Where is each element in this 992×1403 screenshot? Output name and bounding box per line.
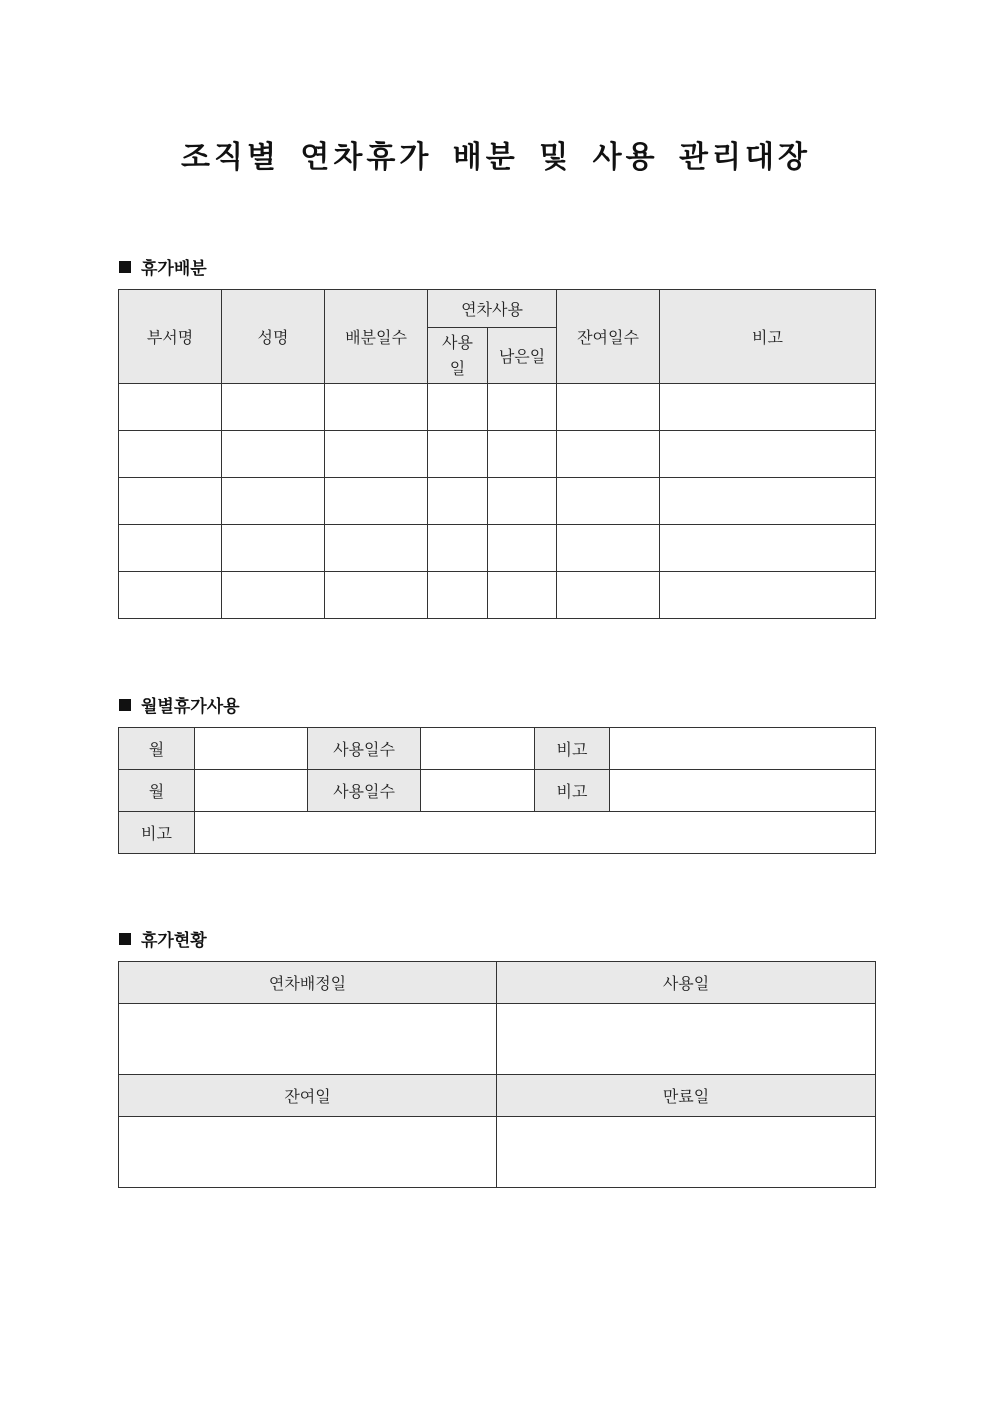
table-row — [119, 1004, 876, 1075]
cell-used-day[interactable] — [428, 525, 488, 572]
cell-dept[interactable] — [119, 384, 222, 431]
month-value-cell[interactable] — [195, 770, 308, 812]
month-label: 월 — [119, 770, 195, 812]
square-bullet-icon — [119, 261, 131, 273]
allocation-table — [118, 289, 876, 619]
section-heading-allocation — [119, 254, 207, 279]
section-heading-label: 휴가배분 — [141, 259, 207, 279]
table-row — [119, 1117, 876, 1188]
cell-dept[interactable] — [119, 572, 222, 619]
header-allocated-days: 배분일수 — [325, 290, 428, 384]
cell-used-day[interactable] — [428, 572, 488, 619]
use-date-cell[interactable] — [497, 1004, 876, 1075]
cell-allocated[interactable] — [325, 478, 428, 525]
cell-name[interactable] — [222, 478, 325, 525]
cell-name[interactable] — [222, 384, 325, 431]
section-heading-status — [119, 926, 207, 951]
cell-name[interactable] — [222, 525, 325, 572]
cell-remaining-days[interactable] — [557, 384, 660, 431]
used-days-value-cell[interactable] — [421, 770, 535, 812]
note-value-cell[interactable] — [610, 770, 876, 812]
used-days-label: 사용일수 — [308, 728, 421, 770]
header-note: 비고 — [660, 290, 876, 384]
used-days-value-cell[interactable] — [421, 728, 535, 770]
table-row — [119, 384, 876, 431]
assigned-date-label: 연차배정일 — [119, 962, 497, 1004]
header-used-day — [428, 328, 488, 384]
expiry-date-cell[interactable] — [497, 1117, 876, 1188]
cell-used-day[interactable] — [428, 384, 488, 431]
header-dept: 부서명 — [119, 290, 222, 384]
square-bullet-icon — [119, 699, 131, 711]
month-value-cell[interactable] — [195, 728, 308, 770]
overall-note-label: 비고 — [119, 812, 195, 854]
cell-remaining-day[interactable] — [488, 572, 557, 619]
cell-remaining-day[interactable] — [488, 431, 557, 478]
table-row — [119, 728, 876, 770]
assigned-date-cell[interactable] — [119, 1004, 497, 1075]
month-label: 월 — [119, 728, 195, 770]
cell-dept[interactable] — [119, 431, 222, 478]
header-remaining-days: 잔여일수 — [557, 290, 660, 384]
square-bullet-icon — [119, 933, 131, 945]
use-date-label: 사용일 — [497, 962, 876, 1004]
cell-note[interactable] — [660, 384, 876, 431]
table-row — [119, 962, 876, 1004]
status-table — [118, 961, 876, 1188]
used-days-label: 사용일수 — [308, 770, 421, 812]
cell-remaining-days[interactable] — [557, 572, 660, 619]
expiry-date-label: 만료일 — [497, 1075, 876, 1117]
cell-remaining-days[interactable] — [557, 478, 660, 525]
header-name: 성명 — [222, 290, 325, 384]
section-heading-label: 월별휴가사용 — [141, 697, 240, 717]
header-used-day-line2: 일 — [449, 358, 466, 378]
overall-note-cell[interactable] — [195, 812, 876, 854]
cell-note[interactable] — [660, 431, 876, 478]
cell-name[interactable] — [222, 572, 325, 619]
header-annual-use: 연차사용 — [428, 290, 557, 328]
section-heading-monthly — [119, 692, 240, 717]
table-row — [119, 812, 876, 854]
cell-used-day[interactable] — [428, 478, 488, 525]
note-label: 비고 — [535, 770, 610, 812]
table-row — [119, 1075, 876, 1117]
cell-remaining-days[interactable] — [557, 431, 660, 478]
cell-remaining-day[interactable] — [488, 525, 557, 572]
cell-allocated[interactable] — [325, 572, 428, 619]
remaining-label: 잔여일 — [119, 1075, 497, 1117]
header-remaining-day: 남은일 — [488, 328, 557, 384]
cell-remaining-day[interactable] — [488, 384, 557, 431]
section-heading-label: 휴가현황 — [141, 931, 207, 951]
cell-note[interactable] — [660, 478, 876, 525]
table-row — [119, 431, 876, 478]
cell-used-day[interactable] — [428, 431, 488, 478]
cell-note[interactable] — [660, 572, 876, 619]
cell-allocated[interactable] — [325, 525, 428, 572]
page-title: 조직별 연차휴가 배분 및 사용 관리대장 — [181, 140, 811, 175]
table-row — [119, 478, 876, 525]
cell-remaining-days[interactable] — [557, 525, 660, 572]
cell-dept[interactable] — [119, 478, 222, 525]
remaining-cell[interactable] — [119, 1117, 497, 1188]
note-label: 비고 — [535, 728, 610, 770]
table-row — [119, 770, 876, 812]
cell-allocated[interactable] — [325, 384, 428, 431]
cell-name[interactable] — [222, 431, 325, 478]
cell-allocated[interactable] — [325, 431, 428, 478]
note-value-cell[interactable] — [610, 728, 876, 770]
cell-note[interactable] — [660, 525, 876, 572]
cell-dept[interactable] — [119, 525, 222, 572]
cell-remaining-day[interactable] — [488, 478, 557, 525]
monthly-table — [118, 727, 876, 854]
table-row — [119, 525, 876, 572]
header-used-day-line1: 사용 — [442, 332, 473, 352]
table-row — [119, 572, 876, 619]
